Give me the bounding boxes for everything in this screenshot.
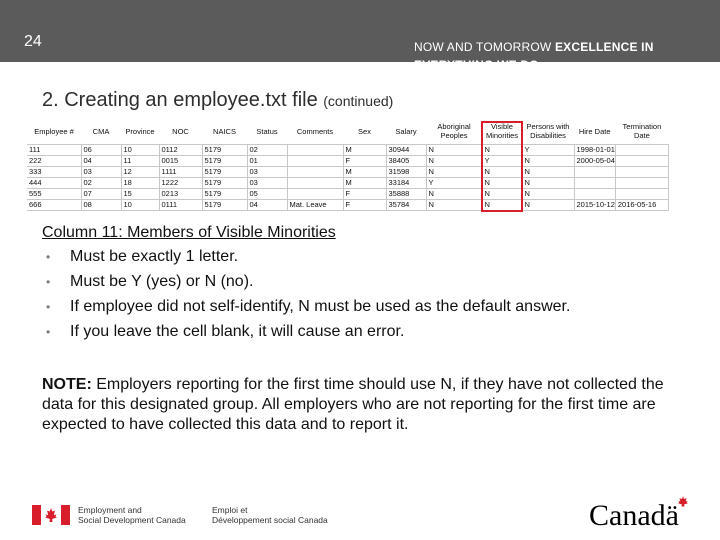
table-cell: [615, 166, 668, 177]
col-visible-minorities: Visible Minorities: [485, 122, 519, 141]
table-cell: 2016-05-16: [615, 199, 668, 210]
table-cell: 33184: [386, 177, 426, 188]
table-cell: N: [426, 188, 482, 199]
dept-name-french: [212, 505, 328, 525]
table-header: [27, 119, 668, 144]
table-cell: 38405: [386, 155, 426, 166]
table-cell: F: [343, 155, 386, 166]
rule-item: [42, 297, 570, 317]
tagline-bold: EXCELLENCE IN EVERYTHING WE DO: [414, 40, 654, 72]
table-cell: 1111: [159, 166, 202, 177]
table-row: [27, 177, 668, 188]
dept-fr-line2: Développement social Canada: [212, 515, 328, 525]
table-cell: 35784: [386, 199, 426, 210]
table-cell: N: [426, 155, 482, 166]
bullet-icon: •: [46, 300, 51, 314]
table-cell: 1222: [159, 177, 202, 188]
col-comments: Comments: [296, 126, 334, 136]
rule-text: If employee did not self-identify, N must be used as the default answer.: [70, 298, 571, 315]
table-row: [27, 155, 668, 166]
canada-flag-icon: [32, 505, 70, 525]
table-cell: 03: [247, 177, 287, 188]
table-cell: [287, 166, 343, 177]
table-cell: N: [482, 188, 522, 199]
table-cell: [574, 177, 615, 188]
table-cell: [574, 188, 615, 199]
col-termination-date: Termination Date: [622, 122, 662, 141]
table-cell: N: [482, 177, 522, 188]
column11-section: [42, 224, 570, 347]
table-cell: 12: [121, 166, 159, 177]
rule-text: If you leave the cell blank, it will cause an error.: [70, 323, 405, 340]
table-cell: 07: [81, 188, 121, 199]
table-cell: [615, 177, 668, 188]
table-cell: N: [522, 199, 574, 210]
tagline: [414, 38, 704, 74]
col-sex: Sex: [358, 126, 371, 136]
col-hire-date: Hire Date: [578, 126, 611, 136]
header-bar: [0, 0, 720, 72]
table-cell: 18: [121, 177, 159, 188]
col-noc: NOC: [172, 126, 189, 136]
table-cell: 5179: [202, 188, 247, 199]
table-cell: Y: [482, 155, 522, 166]
title-main: 2. Creating an employee.txt file: [42, 89, 324, 111]
bullet-icon: •: [46, 275, 51, 289]
table-cell: 2000-05-04: [574, 155, 615, 166]
employee-table: [27, 119, 669, 211]
table-cell: 222: [27, 155, 81, 166]
table-cell: 05: [247, 188, 287, 199]
dept-en-line2: Social Development Canada: [78, 515, 186, 525]
rule-item: [42, 272, 570, 292]
note-label: NOTE:: [42, 376, 92, 393]
column11-rules: [42, 247, 570, 342]
table-cell: [615, 155, 668, 166]
rule-item: [42, 322, 570, 342]
table-cell: [287, 188, 343, 199]
table-cell: 08: [81, 199, 121, 210]
col-aboriginal: Aboriginal Peoples: [437, 122, 471, 141]
table-cell: N: [482, 166, 522, 177]
table-cell: [287, 144, 343, 155]
table-cell: M: [343, 144, 386, 155]
table-cell: N: [522, 188, 574, 199]
dept-name-english: [78, 505, 186, 525]
rule-item: [42, 247, 570, 267]
table-cell: 0111: [159, 199, 202, 210]
table-cell: 02: [247, 144, 287, 155]
table-cell: 0015: [159, 155, 202, 166]
table-cell: [615, 188, 668, 199]
table-cell: 15: [121, 188, 159, 199]
canada-wordmark-logo: [588, 494, 690, 530]
table-cell: N: [426, 166, 482, 177]
table-cell: 1998-01-01: [574, 144, 615, 155]
bullet-icon: •: [46, 325, 51, 339]
col-status: Status: [256, 126, 278, 136]
table-cell: 5179: [202, 155, 247, 166]
col-province: Province: [125, 126, 155, 136]
table-cell: 0213: [159, 188, 202, 199]
table-cell: [287, 177, 343, 188]
table-cell: Y: [426, 177, 482, 188]
table-cell: 10: [121, 144, 159, 155]
table-row: [27, 188, 668, 199]
page-title: [42, 89, 393, 112]
table-cell: N: [522, 177, 574, 188]
table-cell: N: [522, 155, 574, 166]
rule-text: Must be exactly 1 letter.: [70, 248, 239, 265]
note-paragraph: [42, 375, 682, 435]
table-cell: 10: [121, 199, 159, 210]
table-cell: 333: [27, 166, 81, 177]
table-cell: 06: [81, 144, 121, 155]
table-cell: 0112: [159, 144, 202, 155]
table-cell: F: [343, 188, 386, 199]
col-salary: Salary: [395, 126, 417, 136]
table-cell: N: [482, 199, 522, 210]
tagline-regular: NOW AND TOMORROW: [414, 40, 555, 54]
table-cell: F: [343, 199, 386, 210]
table-cell: M: [343, 177, 386, 188]
col-employee: Employee #: [34, 126, 74, 136]
table-cell: 555: [27, 188, 81, 199]
dept-en-line1: Employment and: [78, 505, 142, 515]
table-row: [27, 144, 668, 155]
table-cell: 666: [27, 199, 81, 210]
table-cell: N: [482, 144, 522, 155]
table-row: [27, 166, 668, 177]
dept-fr-line1: Emploi et: [212, 505, 248, 515]
col-cma: CMA: [92, 126, 110, 136]
table-cell: 30944: [386, 144, 426, 155]
table-cell: 04: [247, 199, 287, 210]
table-cell: M: [343, 166, 386, 177]
table-cell: N: [426, 199, 482, 210]
table-cell: [574, 166, 615, 177]
visible-minorities-highlight: [481, 121, 523, 212]
table-cell: N: [426, 144, 482, 155]
table-cell: Mat. Leave: [287, 199, 343, 210]
table-cell: 111: [27, 144, 81, 155]
table-cell: [615, 144, 668, 155]
col-naics: NAICS: [213, 126, 236, 136]
title-suffix: (continued): [323, 93, 394, 109]
table-cell: 03: [81, 166, 121, 177]
table-cell: 31598: [386, 166, 426, 177]
table-row: [27, 199, 668, 210]
table-cell: N: [522, 166, 574, 177]
table-body: [27, 144, 668, 210]
table-cell: 04: [81, 155, 121, 166]
rule-text: Must be Y (yes) or N (no).: [70, 273, 254, 290]
table-cell: 03: [247, 166, 287, 177]
table-cell: 11: [121, 155, 159, 166]
table-cell: 2015-10-12: [574, 199, 615, 210]
wordmark-text: Canadä: [589, 499, 679, 532]
table-cell: [287, 155, 343, 166]
table-cell: 01: [247, 155, 287, 166]
maple-leaf-icon: [678, 496, 688, 507]
col-disabilities: Persons with Disabilities: [526, 122, 570, 141]
table-cell: 5179: [202, 199, 247, 210]
table-cell: 02: [81, 177, 121, 188]
column11-heading: Column 11: Members of Visible Minorities: [42, 224, 336, 241]
table-cell: 35888: [386, 188, 426, 199]
slide-number: 24: [24, 33, 42, 50]
table-cell: 5179: [202, 166, 247, 177]
table-cell: 444: [27, 177, 81, 188]
table-cell: Y: [522, 144, 574, 155]
table-cell: 5179: [202, 177, 247, 188]
note-text: Employers reporting for the first time should use N, if they have not collected the data for this designated group. All employers who are not reporting for the first time are expected to have collected this data and to report it.: [42, 376, 664, 433]
bullet-icon: •: [46, 250, 51, 264]
table-cell: 5179: [202, 144, 247, 155]
